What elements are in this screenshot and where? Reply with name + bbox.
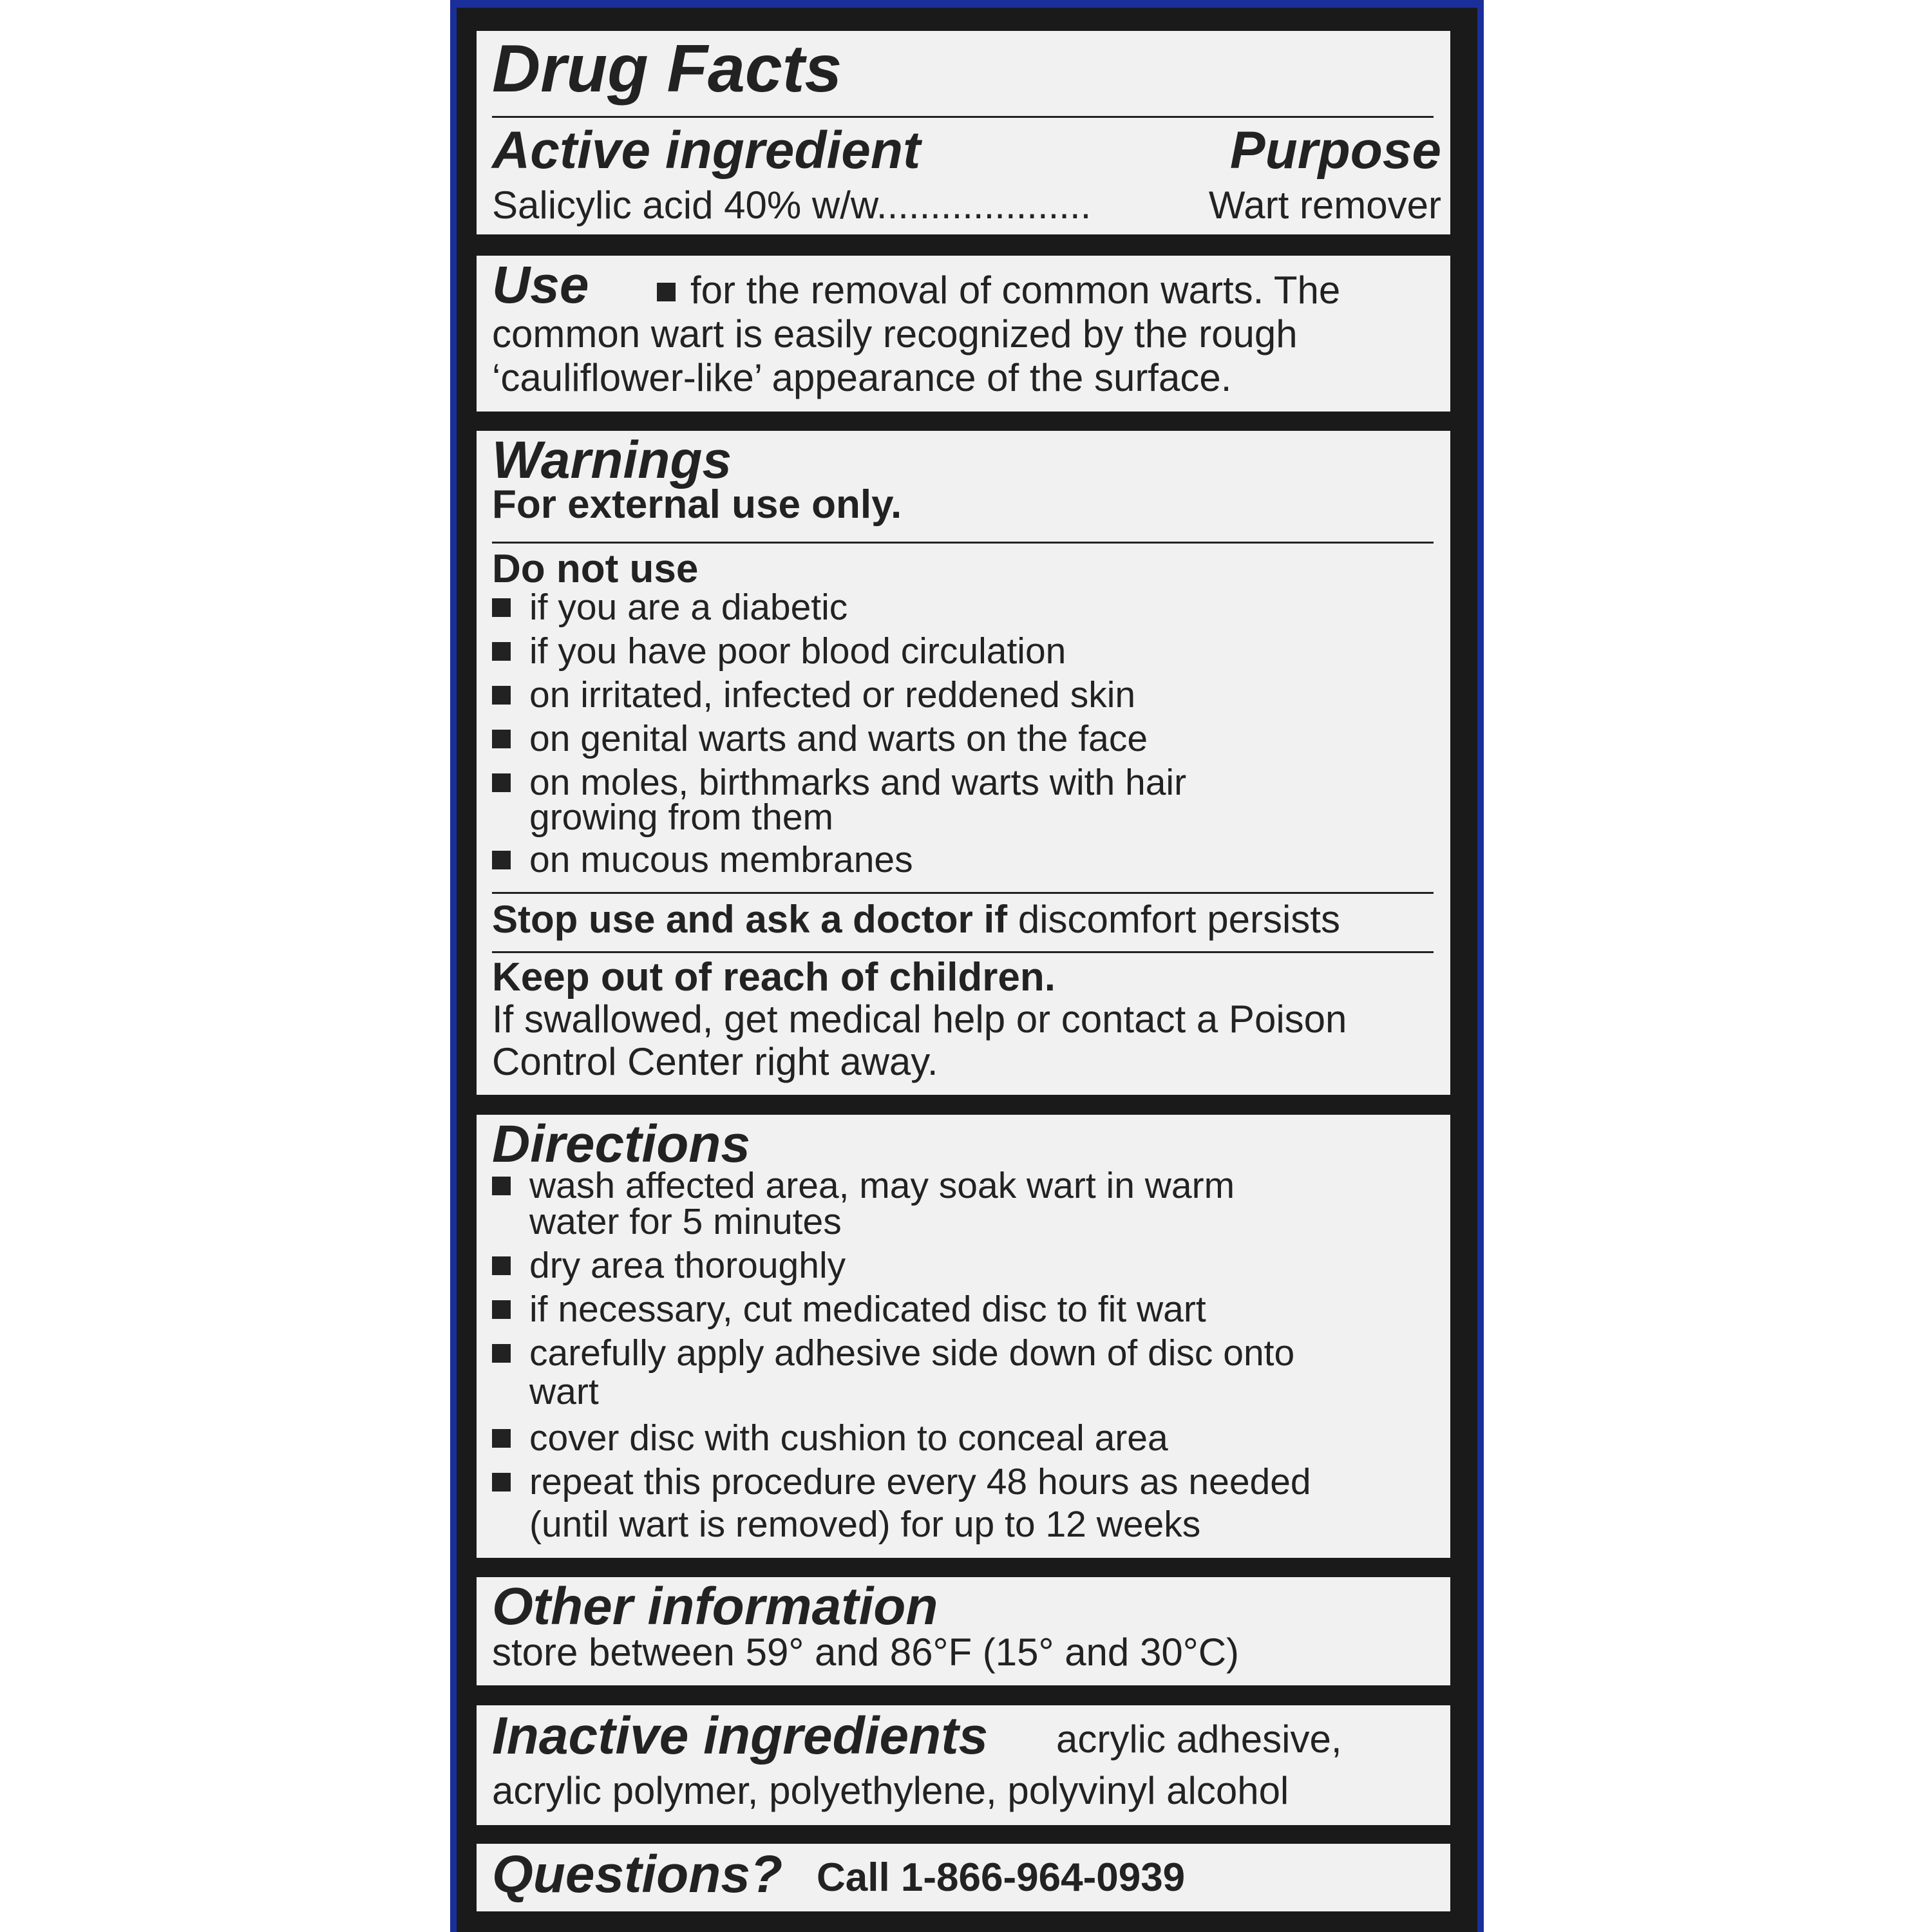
questions-phone: Call 1-866-964-0939 [817,1855,1186,1900]
list-item-text: on moles, birthmarks and warts with hair [529,762,1187,803]
drug-facts-title: Drug Facts [492,32,842,106]
list-item-text: water for 5 minutes [529,1201,842,1242]
warnings-section [477,431,1450,1095]
purpose-value: Wart remover [1208,184,1441,227]
use-section [477,256,1450,412]
use-text-line-1: for the removal of common warts. The [690,269,1341,312]
warnings-divider-2 [492,892,1434,894]
bullet-square-icon [492,1429,511,1448]
active-ingredient-section [477,31,1450,234]
swallowed-line-1: If swallowed, get medical help or contact a Poison [492,998,1347,1041]
dot-leader: .................... [876,184,1092,227]
list-item-text: (until wart is removed) for up to 12 weeks [529,1504,1201,1545]
active-ingredient-line [492,183,1091,228]
use-text-line-2: common wart is easily recognized by the rough [492,312,1298,355]
list-item-text: on irritated, infected or reddened skin [529,674,1136,715]
list-item-text: dry area thoroughly [529,1245,846,1286]
bullet-square-icon [492,1473,511,1492]
stop-use-bold: Stop use and ask a doctor if [492,898,1008,941]
ingredient-name: Salicylic acid 40% w/w [492,184,876,227]
inactive-ingredients-line-1: acrylic adhesive, [1056,1718,1342,1761]
bullet-square-icon [492,730,511,748]
bullet-square-icon [492,642,511,661]
use-text-line-3: ‘cauliflower-like’ appearance of the surface. [492,356,1232,399]
list-item-text: on mucous membranes [529,839,913,880]
list-item-text: on genital warts and warts on the face [529,718,1148,759]
bullet-square-icon [657,283,676,301]
warnings-heading: Warnings [492,431,732,489]
list-item-text: wash affected area, may soak wart in warm [529,1165,1235,1206]
list-item-text: if you are a diabetic [529,587,848,628]
bullet-square-icon [492,1344,511,1363]
directions-heading: Directions [492,1115,750,1173]
use-heading: Use [492,256,589,314]
directions-section [477,1115,1450,1558]
active-ingredient-heading: Active ingredient [492,121,921,180]
left-edge-stripe [450,0,457,1932]
bullet-square-icon [492,686,511,705]
keep-out-of-reach: Keep out of reach of children. [492,955,1056,999]
list-item-text: wart [529,1371,599,1412]
storage-text: store between 59° and 86°F (15° and 30°C) [492,1631,1240,1674]
stop-use-condition: discomfort persists [1018,898,1340,941]
warnings-divider-3 [492,951,1434,953]
list-item-text: if you have poor blood circulation [529,630,1066,672]
list-item-text: cover disc with cushion to conceal area [529,1417,1168,1459]
inactive-ingredients-heading: Inactive ingredients [492,1707,989,1765]
bullet-square-icon [492,773,511,792]
inactive-ingredients-section [477,1705,1450,1825]
do-not-use-heading: Do not use [492,547,699,591]
purpose-heading: Purpose [1229,121,1441,180]
bullet-square-icon [492,1177,511,1195]
questions-section [477,1844,1450,1911]
warnings-divider-1 [492,542,1434,544]
stop-use-line [492,897,1340,942]
swallowed-line-2: Control Center right away. [492,1040,938,1083]
list-item-text: carefully apply adhesive side down of disc onto [529,1332,1295,1374]
other-information-heading: Other information [492,1577,938,1636]
other-information-section [477,1577,1450,1685]
right-edge-stripe [1477,0,1484,1932]
list-item-text: growing from them [529,797,834,838]
questions-heading: Questions? [492,1845,783,1904]
external-use-notice: For external use only. [492,482,902,527]
list-item-text: repeat this procedure every 48 hours as needed [529,1461,1311,1502]
bullet-square-icon [492,851,511,869]
bullet-square-icon [492,1256,511,1275]
bullet-square-icon [492,1300,511,1319]
title-divider [492,116,1434,118]
inactive-ingredients-line-2: acrylic polymer, polyethylene, polyvinyl alcohol [492,1769,1289,1812]
list-item-text: if necessary, cut medicated disc to fit wart [529,1289,1206,1330]
bullet-square-icon [492,598,511,617]
